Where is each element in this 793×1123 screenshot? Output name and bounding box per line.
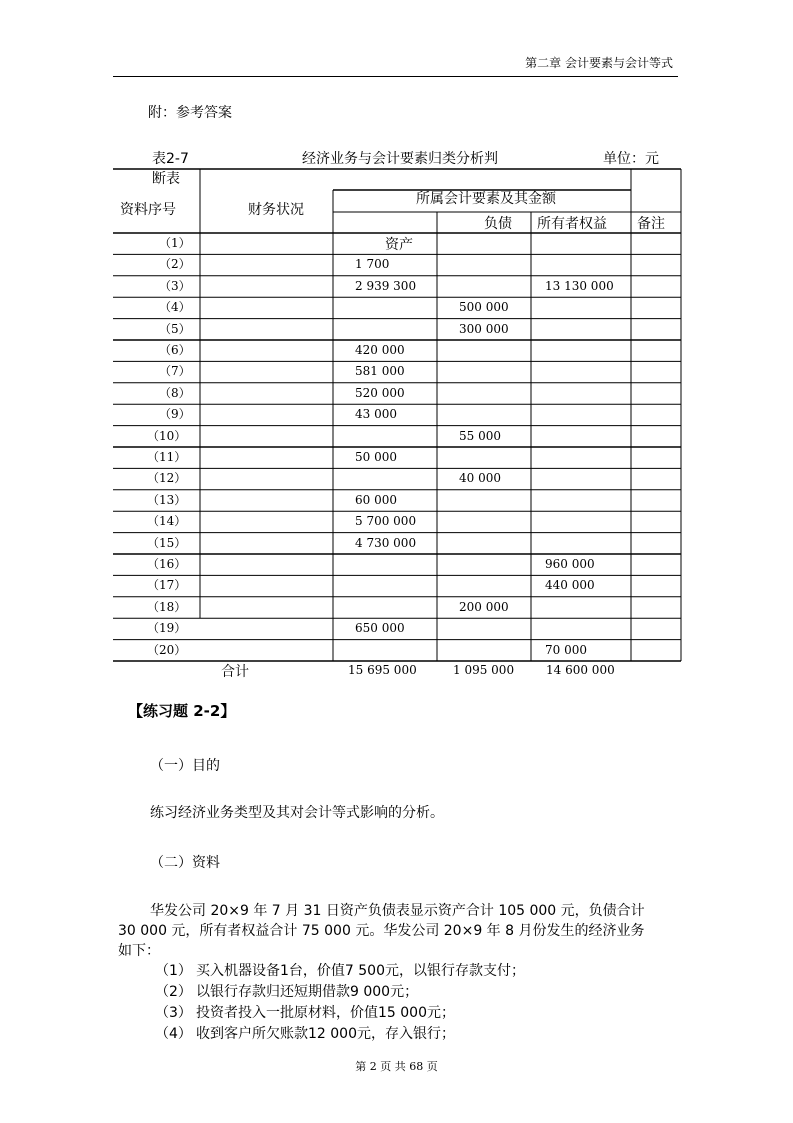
table-label-continued: 断表 <box>152 171 180 187</box>
col-header-liability: 负债 <box>484 216 512 232</box>
row-serial: （10） <box>147 428 187 443</box>
purpose-text: 练习经济业务类型及其对会计等式影响的分析。 <box>150 805 444 821</box>
row-asset: 1 700 <box>355 257 390 272</box>
row-serial: （18） <box>147 599 187 614</box>
row-equity: 440 000 <box>545 578 595 593</box>
row-serial: （1） <box>159 236 191 250</box>
material-line-1: 华发公司 20×9 年 7 月 31 日资产负债表显示资产合计 105 000 元，负债合计 <box>150 903 645 919</box>
running-header: 第二章 会计要素与会计等式 <box>525 56 673 70</box>
row-serial: （3） <box>159 278 191 293</box>
row-serial: （11） <box>147 450 187 464</box>
item-no: （1） <box>155 963 192 979</box>
row-asset: 5 700 000 <box>355 514 417 529</box>
row-serial: （16） <box>147 557 187 571</box>
row-asset: 2 939 300 <box>355 278 417 293</box>
material-line-2: 30 000 元，所有者权益合计 75 000 元。华发公司 20×9 年 8 月份发生的经济业务 <box>118 923 645 939</box>
total-equity: 14 600 000 <box>546 663 615 677</box>
item-text: 收到客户所欠账款12 000元，存入银行； <box>196 1026 455 1042</box>
row-serial: （8） <box>159 385 191 400</box>
row-equity: 960 000 <box>545 557 595 571</box>
row-equity: 70 000 <box>545 642 587 657</box>
row-asset: 520 000 <box>355 385 405 400</box>
col-header-serial: 资料序号 <box>120 202 176 218</box>
row-liability: 500 000 <box>459 300 509 315</box>
row-asset: 581 000 <box>355 364 405 379</box>
row-serial: （20） <box>147 642 187 657</box>
appendix-heading: 附：参考答案 <box>148 105 232 121</box>
material-heading: （二）资料 <box>150 855 220 871</box>
row-serial: （7） <box>159 364 191 379</box>
row-asset: 650 000 <box>355 621 405 636</box>
row-serial: （17） <box>147 578 187 593</box>
item-text: 买入机器设备1台，价值7 500元，以银行存款支付； <box>196 963 525 979</box>
row-asset: 43 000 <box>355 407 397 422</box>
total-label: 合计 <box>221 664 249 680</box>
row-serial: （14） <box>147 514 187 529</box>
item-no: （4） <box>155 1026 192 1042</box>
row-asset: 420 000 <box>355 343 405 357</box>
row-serial: （15） <box>147 535 187 550</box>
item-no: （3） <box>155 1005 192 1021</box>
item-no: （2） <box>155 984 192 1000</box>
col-header-note: 备注 <box>637 216 665 232</box>
row-asset: 50 000 <box>355 450 397 464</box>
row-liability: 55 000 <box>459 428 501 443</box>
material-line-3: 如下： <box>118 943 160 959</box>
row-asset: 60 000 <box>355 492 397 507</box>
row-liability: 200 000 <box>459 599 509 614</box>
row-serial: （6） <box>159 343 191 357</box>
purpose-heading: （一）目的 <box>150 758 220 774</box>
col-header-status: 财务状况 <box>248 202 304 218</box>
row-liability: 40 000 <box>459 471 501 486</box>
col-header-equity: 所有者权益 <box>537 216 607 232</box>
item-text: 以银行存款归还短期借款9 000元； <box>196 984 419 1000</box>
table-unit: 单位：元 <box>603 151 659 167</box>
total-liability: 1 095 000 <box>453 663 515 677</box>
row-liability: 300 000 <box>459 321 509 336</box>
total-asset: 15 695 000 <box>348 663 417 677</box>
row-serial: （2） <box>159 257 191 272</box>
table-title: 经济业务与会计要素归类分析判 <box>302 151 498 167</box>
exercise-title: 【练习题 2-2】 <box>128 702 236 720</box>
row-serial: （5） <box>159 321 191 336</box>
row-equity: 13 130 000 <box>545 278 614 293</box>
row-serial: （13） <box>147 492 187 507</box>
item-text: 投资者投入一批原材料，价值15 000元； <box>196 1005 455 1021</box>
row-serial: （9） <box>159 407 191 422</box>
row-serial: （4） <box>159 300 191 315</box>
row-serial: （19） <box>147 621 187 636</box>
col-header-asset: 资产 <box>385 237 413 253</box>
table-label: 表2-7 <box>152 151 189 167</box>
row-asset: 4 730 000 <box>355 535 417 550</box>
row-serial: （12） <box>147 471 187 486</box>
page-footer: 第 2 页 共 68 页 <box>355 1060 438 1073</box>
col-header-group: 所属会计要素及其金额 <box>416 191 556 207</box>
